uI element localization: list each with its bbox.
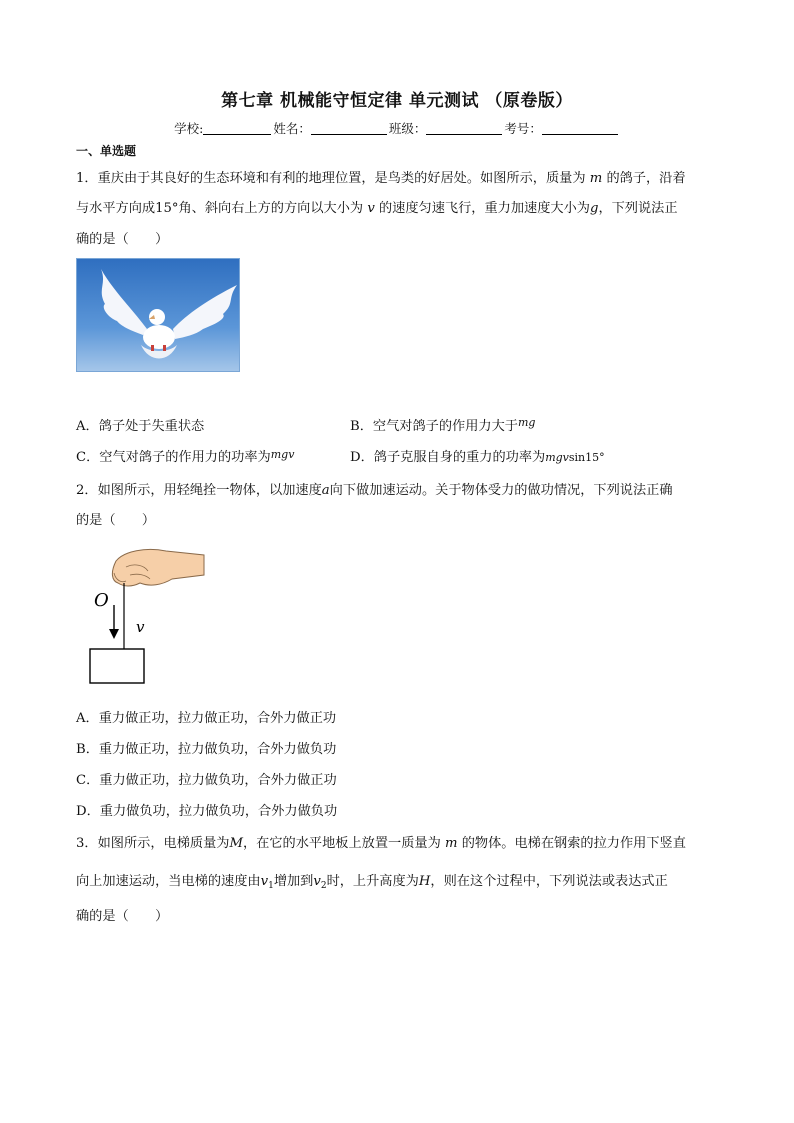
q1-option-a[interactable]: A．鸽子处于失重状态: [76, 419, 205, 434]
name-blank[interactable]: [311, 122, 387, 135]
q2-line-2: 的是（ ）: [76, 513, 156, 528]
q2-line-1: 2．如图所示，用轻绳拴一物体，以加速度a向下做加速运动。关于物体受力的做功情况，下列说法正确: [76, 483, 673, 498]
name-label: 姓名：: [273, 121, 311, 136]
dove-icon: [77, 259, 240, 372]
q2-option-b[interactable]: B．重力做正功，拉力做负功，合外力做负功: [76, 742, 337, 757]
hand-icon: [86, 543, 211, 688]
label-v: v: [136, 618, 145, 636]
q2-option-c[interactable]: C．重力做正功，拉力做负功，合外力做正功: [76, 773, 337, 788]
q3-line-3: 确的是（ ）: [76, 909, 169, 924]
school-label: 学校:: [174, 121, 204, 136]
class-blank[interactable]: [426, 122, 502, 135]
q1-line-2: 与水平方向成15°角、斜向右上方的方向以大小为 v 的速度匀速飞行，重力加速度大小为g，下列说法正: [76, 201, 678, 216]
q1-option-c[interactable]: C．空气对鸽子的作用力的功率为$^{mgv}$: [76, 448, 295, 465]
q2-option-d[interactable]: D．重力做负功，拉力做负功，合外力做负功: [76, 804, 338, 819]
q3-line-2: 向上加速运动，当电梯的速度由$v_1$增加到$v_2$时，上升高度为H，则在这个过程中，下列说法或表达式正: [76, 874, 668, 891]
page-title: 第七章 机械能守恒定律 单元测试 （原卷版）: [221, 91, 573, 111]
dove-photo: [76, 258, 240, 372]
school-blank[interactable]: [203, 122, 271, 135]
class-label: 班级：: [388, 121, 427, 136]
q1-option-d[interactable]: D．鸽子克服自身的重力的功率为mgvsin15°: [350, 450, 605, 465]
label-O: O: [94, 590, 109, 611]
q1-option-b[interactable]: B．空气对鸽子的作用力大于$^{mg}$: [350, 416, 536, 434]
hand-rope-diagram: [86, 543, 211, 688]
q3-line-1: 3．如图所示，电梯质量为M，在它的水平地板上放置一质量为 m 的物体。电梯在钢索的拉力作用下竖直: [76, 836, 686, 851]
q1-line-3: 确的是（ ）: [76, 232, 169, 247]
section-heading: 一、单选题: [76, 144, 137, 158]
q2-option-a[interactable]: A．重力做正功，拉力做正功，合外力做正功: [76, 711, 337, 726]
q1-line-1: 1．重庆由于其良好的生态环境和有利的地理位置，是鸟类的好居处。如图所示，质量为 m 的鸽子，沿着: [76, 171, 686, 186]
exam-no-blank[interactable]: [542, 122, 618, 135]
student-info-line: [0, 119, 794, 137]
exam-no-label: 考号：: [504, 121, 542, 136]
